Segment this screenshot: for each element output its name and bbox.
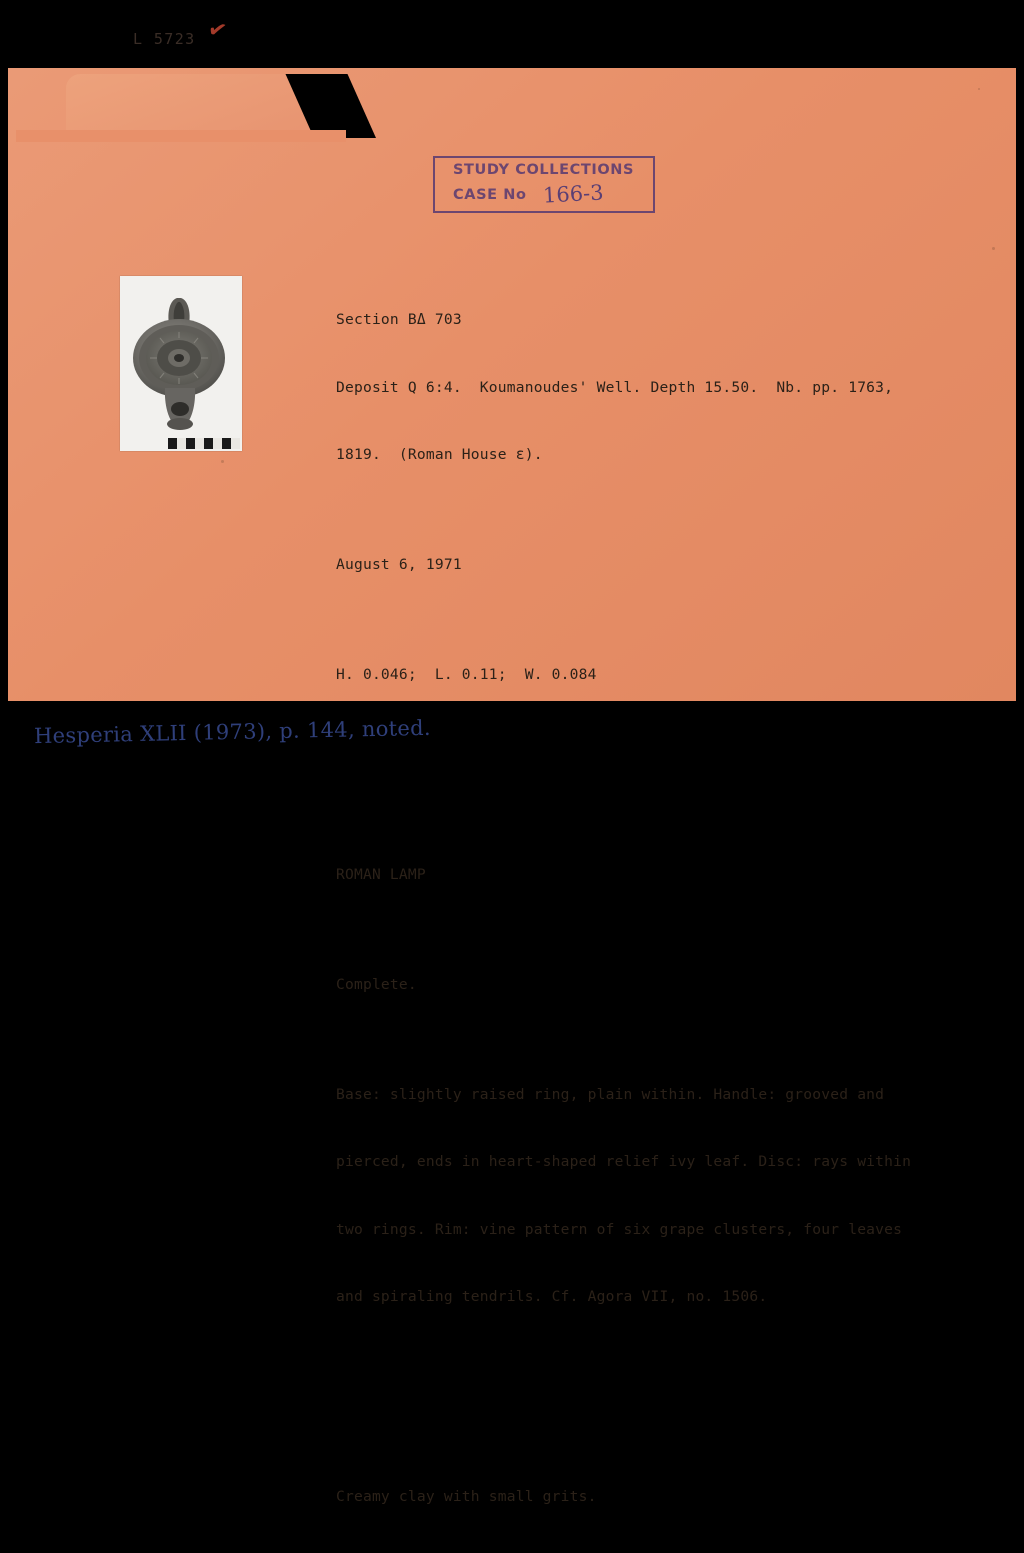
photo-scale-bar	[168, 438, 240, 449]
paper-speck	[978, 88, 980, 90]
record-deposit-line-1: Deposit Q 6:4. Koumanoudes' Well. Depth 15.50. Nb. pp. 1763,	[336, 378, 894, 396]
record-title: ROMAN LAMP	[336, 865, 426, 883]
photograph-image-area	[120, 276, 242, 451]
catalogue-record-text	[336, 264, 1008, 1553]
record-deposit-line-2: 1819. (Roman House ε).	[336, 446, 543, 463]
record-description-line-3: two rings. Rim: vine pattern of six grape clusters, four leaves	[336, 1220, 903, 1238]
record-description-line-4: and spiraling tendrils. Cf. Agora VII, no. 1506.	[336, 1288, 768, 1305]
handwritten-footnote: Hesperia XLII (1973), p. 144, noted.	[33, 715, 432, 749]
tab-accession-number: L 5723	[133, 30, 196, 48]
record-date: August 6, 1971	[336, 556, 462, 573]
stamp-case-number: 166-3	[542, 180, 605, 208]
record-dimensions: H. 0.046; L. 0.11; W. 0.084	[336, 666, 597, 683]
lamp-drawing-icon	[120, 276, 242, 451]
catalogue-card	[8, 68, 1016, 1505]
roman-lamp-photograph	[120, 276, 242, 451]
record-description-line-2: pierced, ends in heart-shaped relief ivy leaf. Disc: rays within	[336, 1153, 912, 1170]
paper-speck	[221, 460, 224, 463]
paper-speck	[992, 247, 995, 250]
record-description-line-1: Base: slightly raised ring, plain within. Handle: grooved and	[336, 1085, 885, 1103]
record-section: Section BΔ 703	[336, 311, 462, 328]
checkmark-icon: ✔	[205, 16, 229, 45]
stamp-title: STUDY COLLECTIONS	[453, 162, 635, 178]
card-tab-fill	[16, 130, 346, 142]
record-condition: Complete.	[336, 975, 417, 993]
record-spacer	[336, 774, 1008, 796]
stamp-case-label: CASE No	[453, 187, 527, 203]
study-collections-stamp	[433, 156, 655, 213]
record-spacer-2	[336, 1396, 1008, 1418]
record-fabric: Creamy clay with small grits.	[336, 1487, 597, 1505]
card-tab	[66, 74, 336, 138]
